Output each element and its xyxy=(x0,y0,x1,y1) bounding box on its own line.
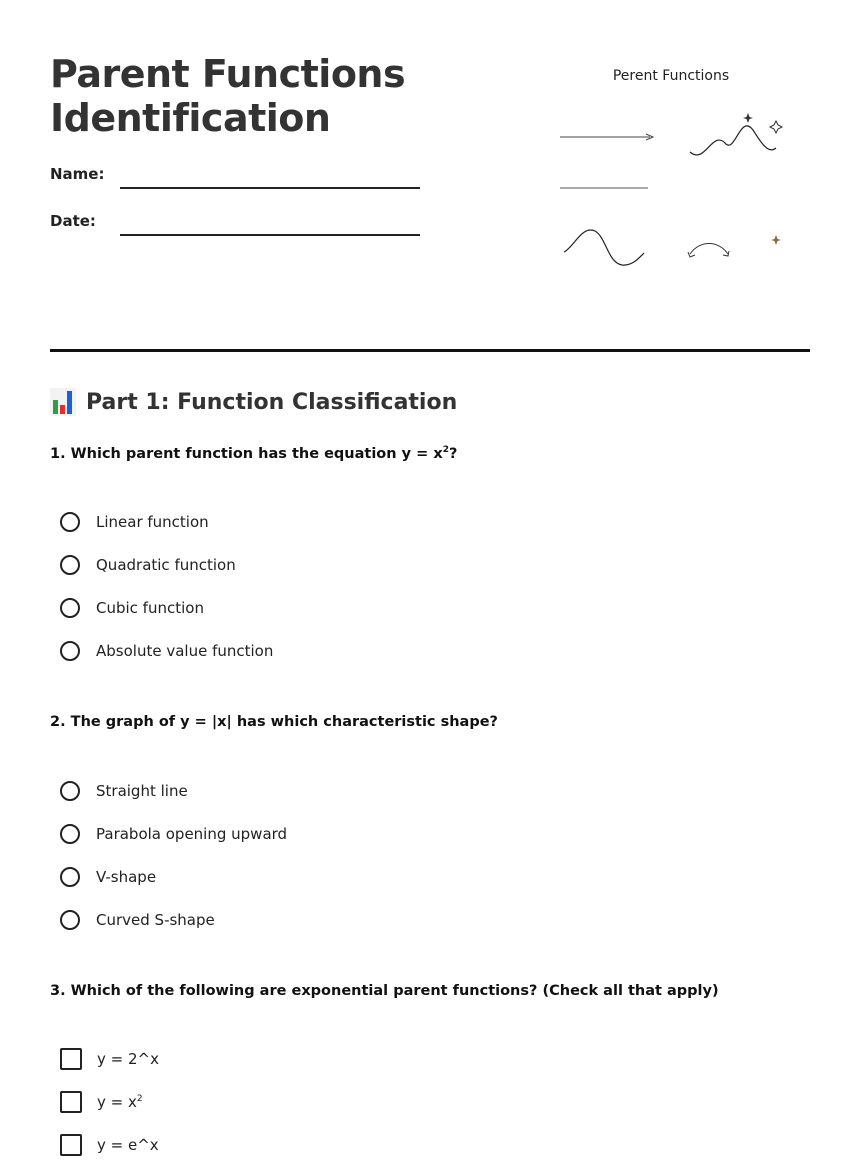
option-v-shape[interactable] xyxy=(60,865,156,889)
option-x-squared[interactable] xyxy=(60,1090,143,1114)
radio-button[interactable] xyxy=(60,641,80,661)
option-cubic-function[interactable] xyxy=(60,596,204,620)
question-text: The graph of y = |x| has which characteristic shape? xyxy=(70,714,498,730)
page-title-line-1: Parent Functions xyxy=(50,52,406,96)
section-divider xyxy=(50,349,810,352)
question-number: 3. xyxy=(50,983,66,999)
option-label: Quadratic function xyxy=(96,556,236,574)
option-linear-function[interactable] xyxy=(60,510,209,534)
superscript: 2 xyxy=(442,445,449,455)
illustration-title: Perent Functions xyxy=(612,68,730,84)
option-label: Parabola opening upward xyxy=(96,825,288,843)
option-label: y = e^x xyxy=(97,1136,159,1154)
option-quadratic-function[interactable] xyxy=(60,553,236,577)
radio-button[interactable] xyxy=(60,781,80,801)
curved-arrow-icon xyxy=(688,244,729,258)
name-field[interactable] xyxy=(120,187,420,189)
radio-button[interactable] xyxy=(60,512,80,532)
part1-heading-text: Part 1: Function Classification xyxy=(86,389,458,415)
question-number: 2. xyxy=(50,714,66,730)
radio-button[interactable] xyxy=(60,824,80,844)
star-icon xyxy=(771,235,781,245)
question-3 xyxy=(50,983,719,999)
checkbox[interactable] xyxy=(60,1134,82,1156)
checkbox[interactable] xyxy=(60,1048,82,1070)
option-straight-line[interactable] xyxy=(60,779,188,803)
radio-button[interactable] xyxy=(60,867,80,887)
part1-heading xyxy=(50,388,457,416)
parent-functions-illustration xyxy=(540,55,785,280)
option-2-power-x[interactable] xyxy=(60,1047,159,1071)
question-text-end: ? xyxy=(448,445,458,462)
question-2 xyxy=(50,714,498,730)
option-s-shape[interactable] xyxy=(60,908,215,932)
question-number: 1. xyxy=(50,445,66,462)
option-label xyxy=(97,1093,143,1111)
page-title-line-2: Identification xyxy=(50,96,331,140)
question-text: Which of the following are exponential parent functions? (Check all that apply) xyxy=(70,983,719,999)
radio-button[interactable] xyxy=(60,555,80,575)
option-label: Cubic function xyxy=(96,599,204,617)
wave-icon xyxy=(690,126,776,155)
option-label: Straight line xyxy=(96,782,188,800)
bar-chart-icon xyxy=(50,388,76,416)
option-parabola[interactable] xyxy=(60,822,287,846)
option-label: y = 2^x xyxy=(97,1050,159,1068)
superscript: 2 xyxy=(136,1094,143,1104)
option-absolute-value-function[interactable] xyxy=(60,639,273,663)
radio-button[interactable] xyxy=(60,910,80,930)
page-title xyxy=(50,52,405,140)
option-label-text: y = x xyxy=(97,1093,137,1111)
option-label: V-shape xyxy=(96,868,157,886)
option-label: Linear function xyxy=(96,513,209,531)
option-label: Curved S-shape xyxy=(96,911,215,929)
line-icon xyxy=(560,134,653,140)
question-1 xyxy=(50,445,457,462)
sine-wave-icon xyxy=(564,230,644,265)
date-label: Date: xyxy=(50,212,96,230)
checkbox[interactable] xyxy=(60,1091,82,1113)
option-label: Absolute value function xyxy=(96,642,274,660)
date-field[interactable] xyxy=(120,234,420,236)
option-e-power-x[interactable] xyxy=(60,1133,159,1157)
sparkle-icon xyxy=(743,113,782,133)
question-text: Which parent function has the equation y = x xyxy=(70,445,443,462)
radio-button[interactable] xyxy=(60,598,80,618)
name-label: Name: xyxy=(50,165,105,183)
